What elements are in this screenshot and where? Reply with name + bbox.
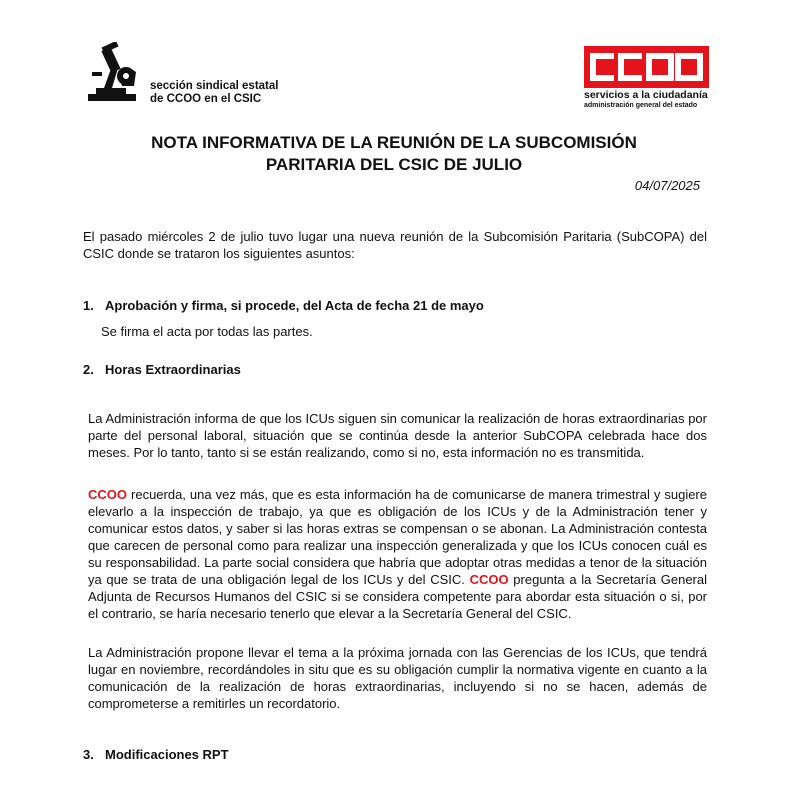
section-number: 2.	[83, 362, 94, 377]
section-1-text: Se firma el acta por todas las partes.	[101, 324, 313, 339]
ccoo-brand-text: CCOO	[88, 487, 127, 502]
section-heading-2	[83, 362, 241, 377]
ccoo-wordmark-icon	[590, 53, 703, 81]
ccoo-brand-text: CCOO	[469, 572, 509, 587]
left-logo-line2: de CCOO en el CSIC	[150, 93, 262, 105]
document-title-line1: NOTA INFORMATIVA DE LA REUNIÓN DE LA SUBCOMISIÓN	[151, 133, 637, 152]
document-date: 04/07/2025	[634, 178, 700, 193]
intro-paragraph: El pasado miércoles 2 de julio tuvo lugar una nueva reunión de la Subcomisión Paritaria (SubCOPA) del CSIC donde se trataron los siguientes asuntos:	[83, 229, 707, 261]
section-2-paragraph-c: La Administración propone llevar el tema a la próxima jornada con las Gerencias de los ICUs, que tendrá lugar en noviembre, recordándoles in situ que es su obligación cumplir la normativa vigente en cuanto a la comunicación de la realización de horas extraordinarias, incluyendo si no se hacen, además de comprometerse a remitirles un recordatorio.	[88, 645, 707, 711]
paragraph-b-part2: pregunta a la Secretaría General Adjunta de Recursos Humanos del CSIC si se considera competente para abordar esta situación o si, por el contrario, se haría necesario tenerlo que elevar a la Secretaría General del CSIC.	[88, 572, 707, 621]
document-title-line2: PARITARIA DEL CSIC DE JULIO	[265, 155, 523, 174]
section-number: 1.	[83, 298, 94, 313]
section-2-paragraph-a: La Administración informa de que los ICUs siguen sin comunicar la realización de horas extraordinarias por parte del personal laboral, situación que se continúa desde la anterior SubCOPA celebrada hace dos meses. Por lo tanto, tanto si se están realizando, como si no, esta información no es transmitida.	[88, 411, 707, 460]
paragraph-b-part1: recuerda, una vez más, que es esta información ha de comunicarse de manera trimestral y sugiere elevarlo a la inspección de trabajo, ya que es obligación de los ICUs y de la Administración tener y comunicar estos datos, y saber si las horas extras se compensan o se abonan. La Administración contesta que carecen de personal como para realizar una inspección generalizada y que los ICUs conocen cuál es su responsabilidad. La parte social considera que habría que adoptar otras medidas a tenor de la situación ya que se trata de una obligación legal de los ICUs y del CSIC.	[88, 487, 707, 587]
section-2-paragraph-b	[88, 486, 707, 622]
section-heading-3	[83, 747, 229, 762]
ccoo-servicios-logo	[584, 46, 714, 110]
section-number: 3.	[83, 747, 94, 762]
section-title: Aprobación y firma, si procede, del Acta de fecha 21 de mayo	[105, 298, 484, 313]
microscope-fist-icon	[82, 42, 146, 104]
right-logo-line1: servicios a la ciudadanía	[584, 89, 708, 101]
ccoo-brand-box	[584, 46, 709, 88]
section-title: Modificaciones RPT	[105, 747, 229, 762]
section-title: Horas Extraordinarias	[105, 362, 241, 377]
ccoo-csic-section-logo	[82, 42, 302, 104]
section-heading-1	[83, 298, 484, 313]
right-logo-line2: administración general del estado	[584, 102, 698, 109]
left-logo-line1: sección sindical estatal	[150, 80, 279, 92]
